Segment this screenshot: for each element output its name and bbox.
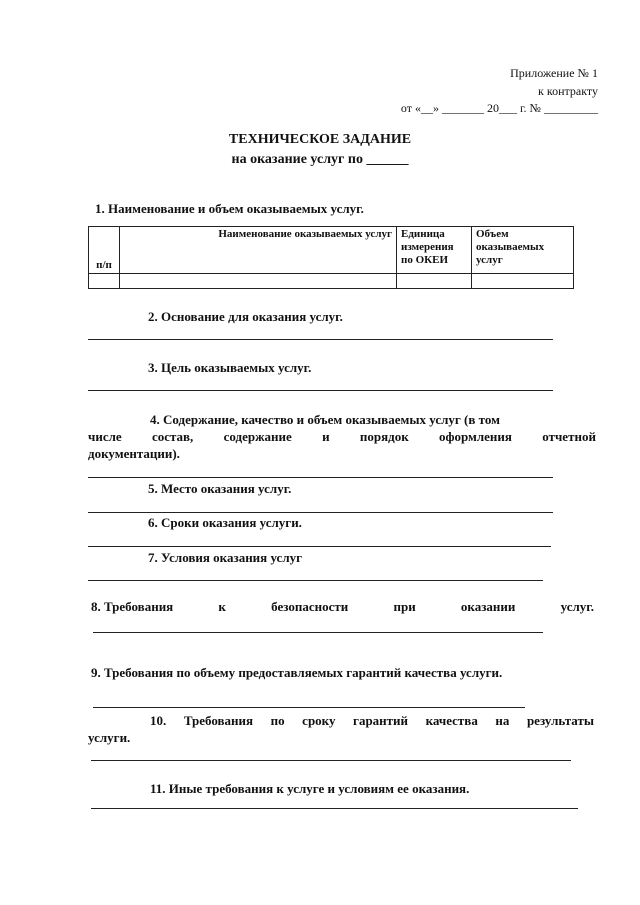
fill-line-10 <box>91 760 571 761</box>
section-4-line-1: 4. Содержание, качество и объем оказываемых услуг (в том <box>150 412 500 427</box>
appendix-label: Приложение № 1 <box>510 66 598 80</box>
services-table <box>88 226 574 289</box>
table-row <box>89 274 574 289</box>
table-header-row <box>89 227 574 274</box>
col-header-volume: Объем оказываемых услуг <box>472 227 574 274</box>
section-9-heading: 9. Требования по объему предоставляемых гарантий качества услуги. <box>91 665 503 680</box>
fill-line-4 <box>88 477 553 478</box>
section-8-heading: 8. Требования к безопасности при оказании услуг. <box>91 599 594 614</box>
section-4-line-3: документации). <box>88 446 180 461</box>
document-subtitle: на оказание услуг по ______ <box>231 152 409 167</box>
section-10-heading: 10. Требования по сроку гарантий качества на результаты услуги. <box>88 713 594 745</box>
section-7-heading: 7. Условия оказания услуг <box>148 550 303 565</box>
section-6-heading: 6. Сроки оказания услуги. <box>148 515 302 530</box>
section-1-heading: 1. Наименование и объем оказываемых услуг. <box>95 201 364 216</box>
fill-line-9 <box>93 707 525 708</box>
fill-line-8 <box>93 632 543 633</box>
fill-line-6 <box>88 546 551 547</box>
fill-line-2 <box>88 339 553 340</box>
fill-line-3 <box>88 390 553 391</box>
section-2-heading: 2. Основание для оказания услуг. <box>148 309 343 324</box>
col-header-unit: Единица измерения по ОКЕИ <box>397 227 472 274</box>
col-header-number: п/п <box>89 227 120 274</box>
section-3-heading: 3. Цель оказываемых услуг. <box>148 360 312 375</box>
section-4-line-2: числе состав, содержание и порядок оформления отчетной <box>88 429 596 444</box>
section-11-heading: 11. Иные требования к услуге и условиям ее оказания. <box>150 781 470 796</box>
contract-date-number: от «__» _______ 20___ г. № _________ <box>400 101 598 115</box>
fill-line-11 <box>91 808 578 809</box>
contract-label: к контракту <box>538 84 598 98</box>
section-5-heading: 5. Место оказания услуг. <box>148 481 292 496</box>
fill-line-7 <box>88 580 543 581</box>
document-title: ТЕХНИЧЕСКОЕ ЗАДАНИЕ <box>228 132 412 147</box>
fill-line-5 <box>88 512 553 513</box>
col-header-name: Наименование оказываемых услуг <box>120 227 397 274</box>
